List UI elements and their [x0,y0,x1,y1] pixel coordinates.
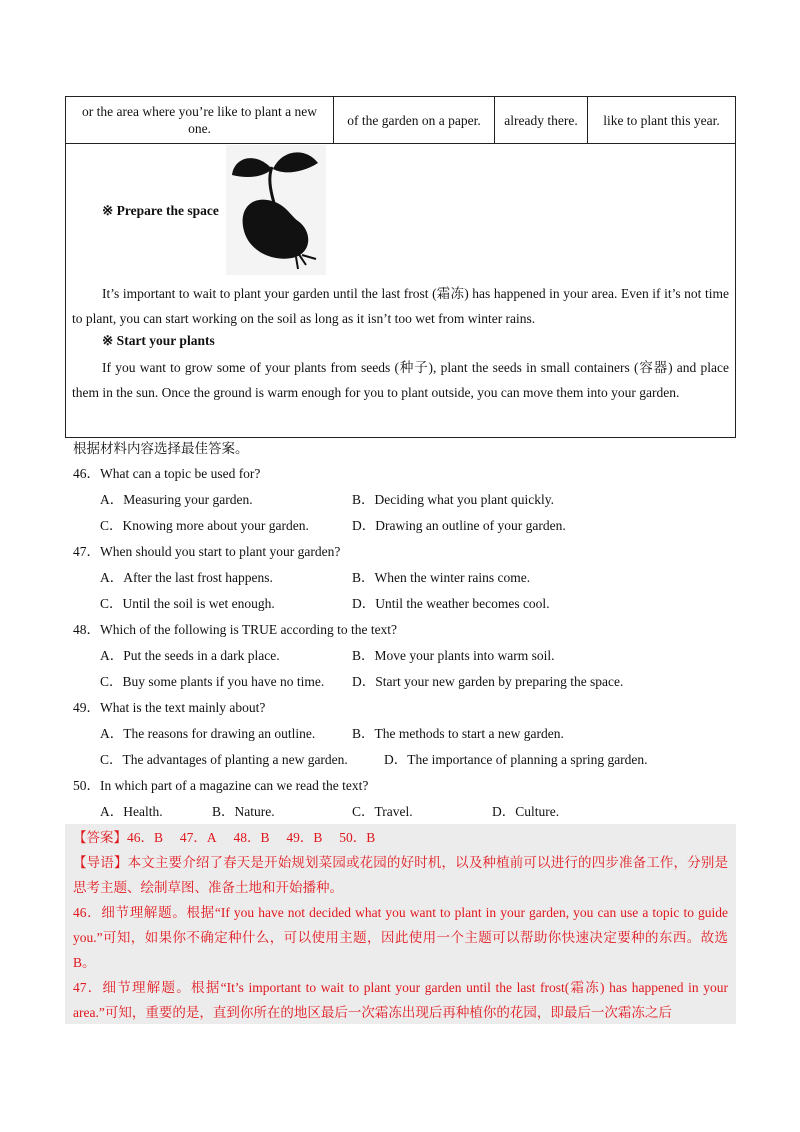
table-row [66,97,736,144]
answer-section [65,824,736,1024]
option-49-c: C．The advantages of planting a new garden. [100,752,348,767]
question-46: 46．What can a topic be used for? [73,466,261,481]
passage-box [65,141,736,438]
start-paragraph: If you want to grow some of your plants from seeds (种子), plant the seeds in small containers (容器) and place them in the sun. Once the ground is warm enough for you to plant outside, you can move them into your garden. [72,360,729,400]
option-46-c: C．Knowing more about your garden. [100,518,309,533]
option-47-a: A．After the last frost happens. [100,570,273,585]
option-48-b: B．Move your plants into warm soil. [352,648,555,663]
steps-table [65,96,736,144]
option-48-c: C．Buy some plants if you have no time. [100,674,325,689]
table-cell: like to plant this year. [588,97,736,144]
table-cell: already there. [495,97,588,144]
option-49-b: B．The methods to start a new garden. [352,726,564,741]
explanation-46: 46．细节理解题。根据“If you have not decided what you want to plant in your garden, you can use a topic to guide you.”可知，如果你不确定种什么，可以使用主题，因此使用一个主题可以帮助你快速决定要种的东西。故选B。 [73,905,728,970]
option-47-c: C．Until the soil is wet enough. [100,596,275,611]
option-46-b: B．Deciding what you plant quickly. [352,492,554,507]
table-cell: or the area where you’re like to plant a new one. [66,97,334,144]
option-46-d: D．Drawing an outline of your garden. [352,518,566,533]
option-50-d: D．Culture. [492,804,560,819]
option-48-d: D．Start your new garden by preparing the space. [352,674,624,689]
question-50: 50．In which part of a magazine can we read the text? [73,778,369,793]
question-49: 49．What is the text mainly about? [73,700,266,715]
option-47-d: D．Until the weather becomes cool. [352,596,550,611]
prepare-heading: ※ Prepare the space [102,203,219,218]
option-49-a: A．The reasons for drawing an outline. [100,726,316,741]
option-50-b: B．Nature. [212,804,275,819]
option-50-c: C．Travel. [352,804,413,819]
prepare-paragraph: It’s important to wait to plant your garden until the last frost (霜冻) has happened in your area. Even if it’s not time to plant, you can start working on the soil as long as it isn’t too wet from winter rains. [72,286,729,326]
question-47: 47．When should you start to plant your garden? [73,544,341,559]
option-46-a: A．Measuring your garden. [100,492,253,507]
answer-key: 【答案】46．B 47．A 48．B 49．B 50．B [73,830,376,845]
seed-sprout-illustration [226,145,326,275]
option-48-a: A．Put the seeds in a dark place. [100,648,280,663]
start-heading: ※ Start your plants [102,333,215,348]
guide-text: 【导语】本文主要介绍了春天是开始规划菜园或花园的好时机，以及种植前可以进行的四步准备工作，分别是思考主题、绘制草图、准备土地和开始播种。 [73,855,728,895]
table-cell: of the garden on a paper. [334,97,495,144]
explanation-47: 47．细节理解题。根据“It’s important to wait to plant your garden until the last frost(霜冻) has happened in your area.”可知，重要的是，直到你所在的地区最后一次霜冻出现后再种植你的花园，即最后一次霜冻之后 [73,980,728,1020]
question-48: 48．Which of the following is TRUE according to the text? [73,622,398,637]
option-49-d: D．The importance of planning a spring garden. [384,752,648,767]
option-50-a: A．Health. [100,804,163,819]
option-47-b: B．When the winter rains come. [352,570,531,585]
instruction-line: 根据材料内容选择最佳答案。 [73,441,249,456]
